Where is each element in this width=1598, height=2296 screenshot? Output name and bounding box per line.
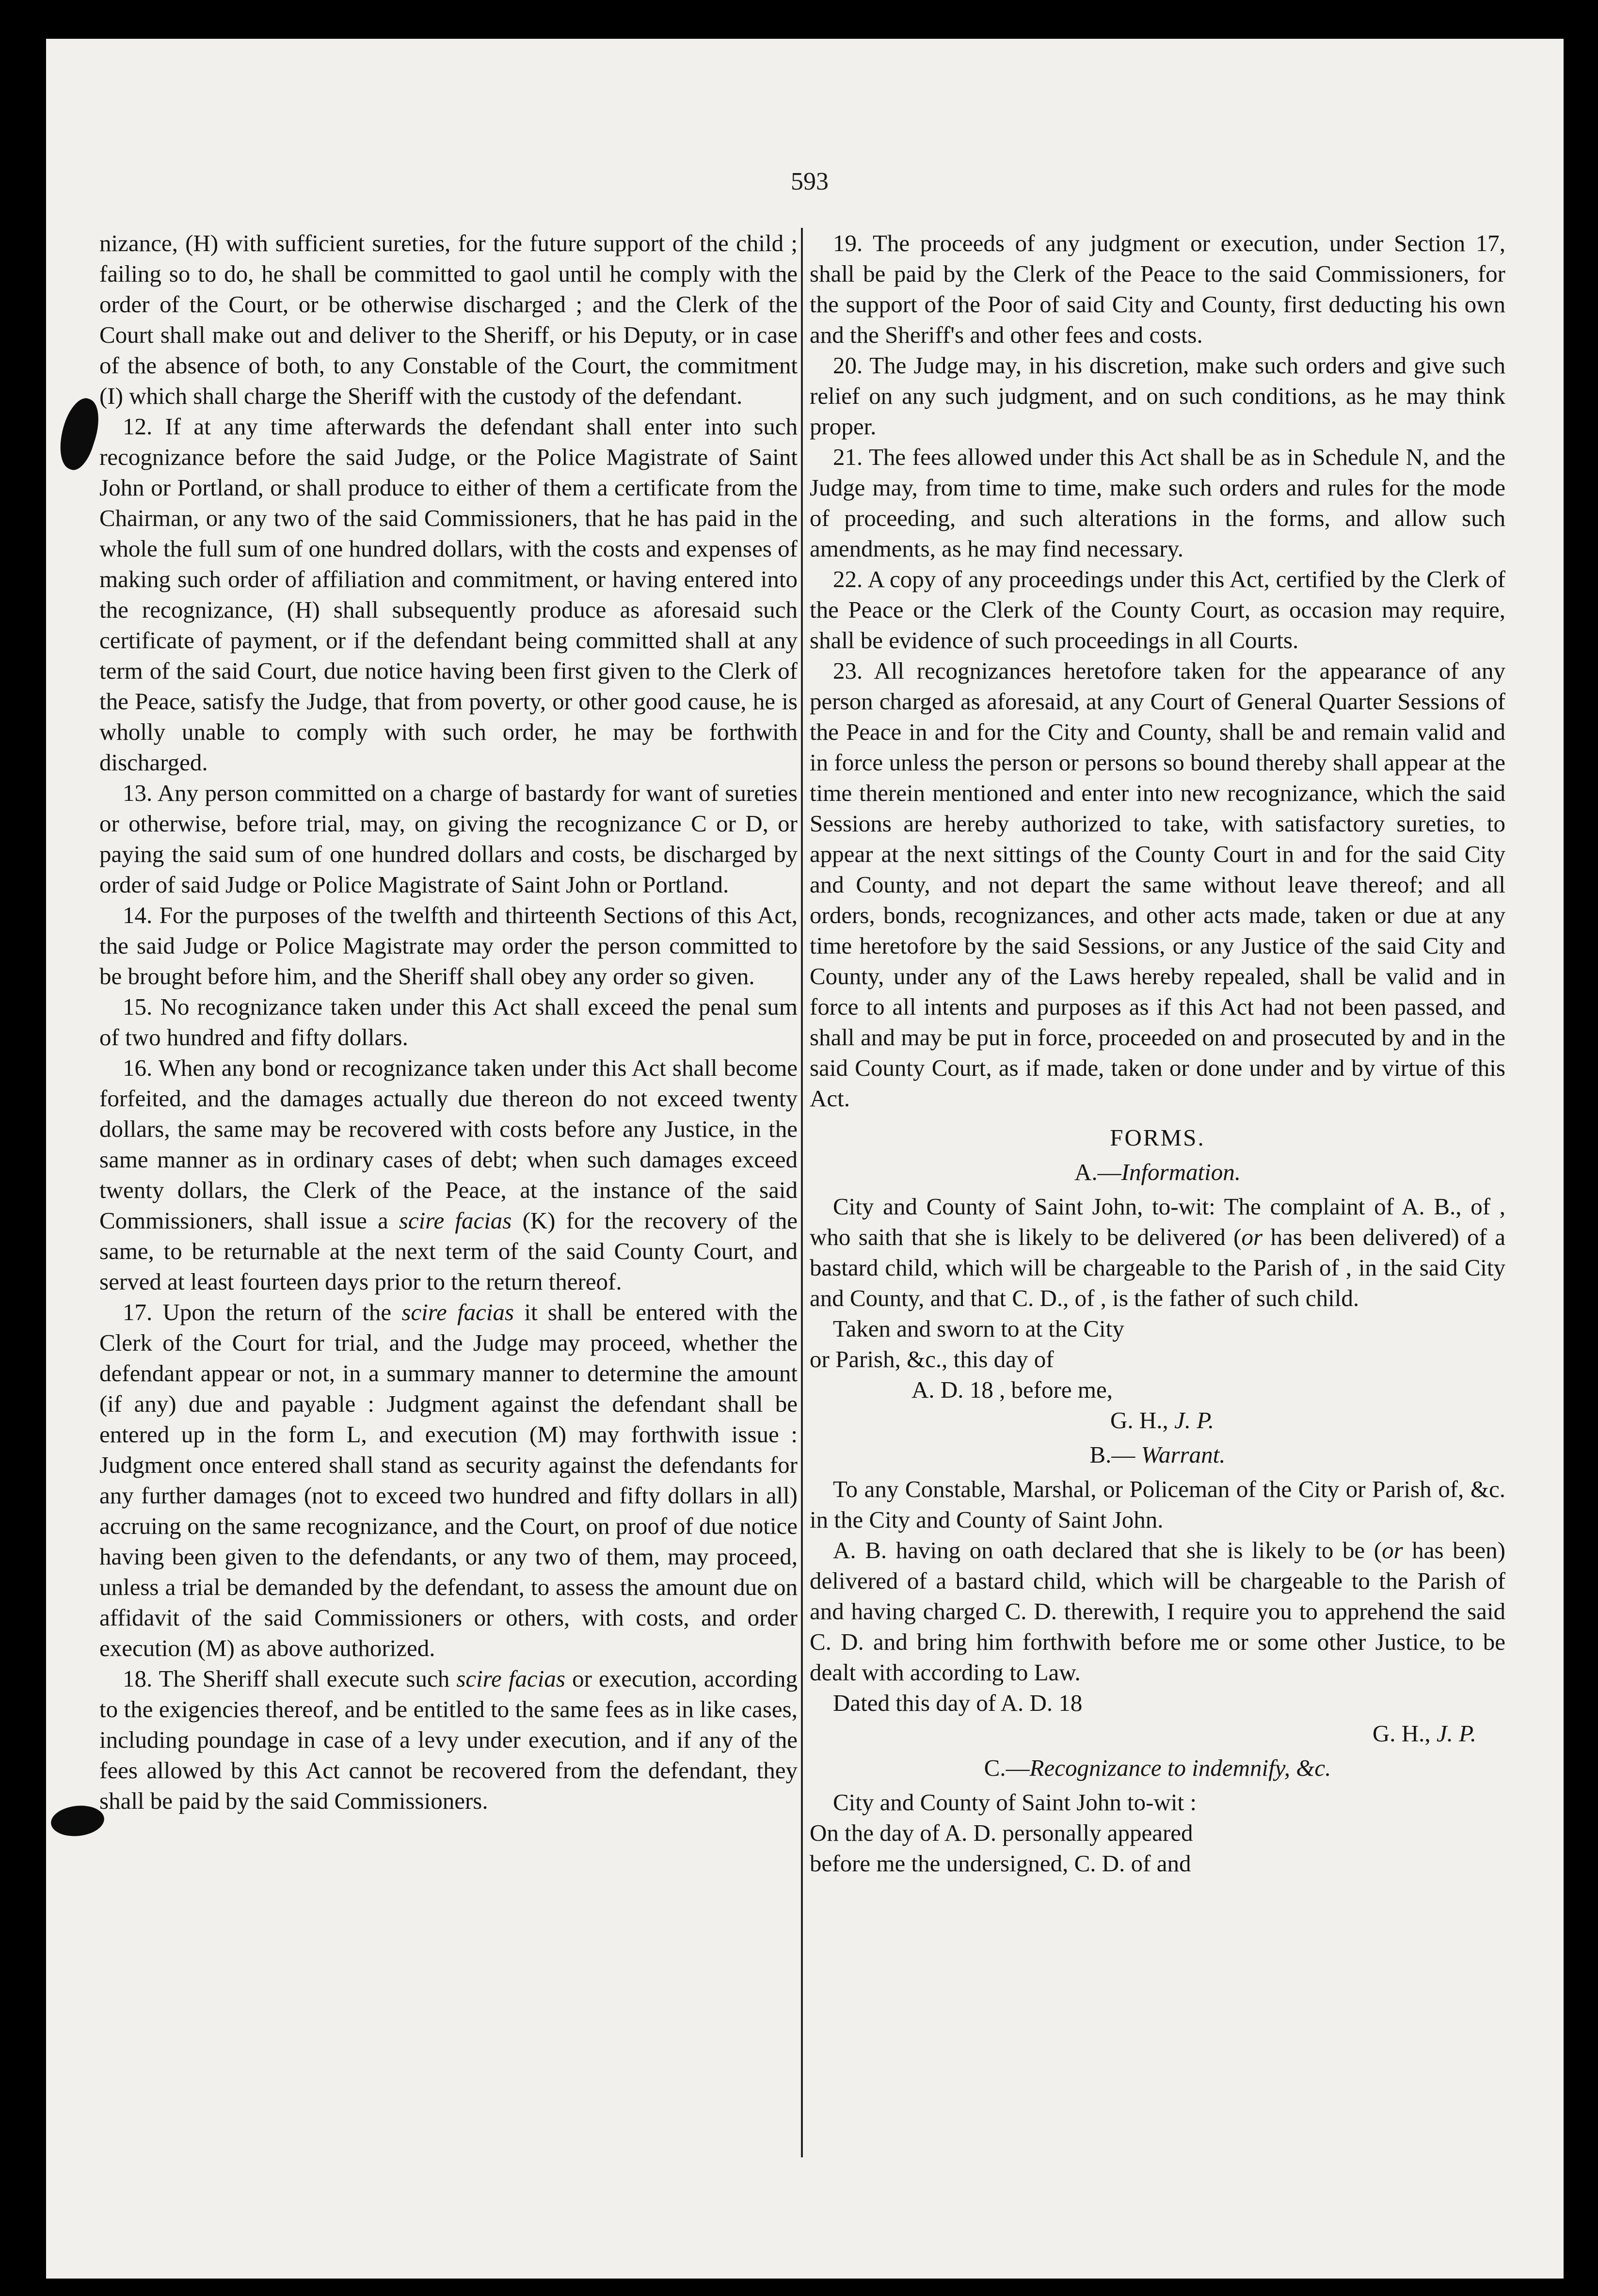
form-b-signature xyxy=(810,1718,1505,1749)
section-17-text-b: it shall be entered with the Clerk of the Court for trial, and the Judge may proceed, whether the defendant appear or not, in a summary manner to determine the amount (if any) due and payable : Judgment against the defendant shall be entered up in the form L, and execution (M) may forthwith issue : Judgment once entered shall stand as security against the defendants for any further damages (not to exceed two hundred and fifty dollars in all) accruing on the same recognizance, and the Court, on proof of due notice having been given to the defendants, or any two of them, may proceed, unless a trial be demanded by the defendant, to assess the amount due on affidavit of the said Commissioners or others, with costs, and order execution (M) as above authorized. xyxy=(99,1299,798,1661)
column-divider xyxy=(801,228,803,2157)
form-b-body xyxy=(810,1535,1505,1688)
form-c-title: Recognizance to indemnify, &c. xyxy=(1029,1754,1331,1781)
form-b-label: B.— xyxy=(1089,1441,1141,1468)
form-c-line-2: On the day of A. D. personally appeared xyxy=(810,1819,1193,1846)
form-c-line-3: before me the undersigned, C. D. of and xyxy=(810,1850,1191,1877)
form-a-jp: J. P. xyxy=(1174,1407,1214,1434)
form-b-or: or xyxy=(1382,1537,1403,1563)
section-17-text-a: 17. Upon the return of the xyxy=(123,1299,402,1325)
form-a-or: or xyxy=(1241,1224,1263,1250)
section-12: 12. If at any time afterwards the defendant shall enter into such recognizance before the said Judge, or the Police Magistrate of Saint John or Portland, or shall produce to either of them a certificate from the Chairman, or any two of the said Commissioners, that he has paid in the whole the full sum of one hundred dollars, with the costs and expenses of making such order of affiliation and commitment, or having entered into the recognizance, (H) shall subsequently produce as aforesaid such certificate of payment, or if the defendant being committed shall at any term of the said Court, due notice having been first given to the Clerk of the Peace, satisfy the Judge, that from poverty, or other good cause, he is wholly unable to comply with such order, he may be forthwith discharged. xyxy=(99,413,798,776)
form-b-body-2: has been) delivered of a bastard child, which will be chargeable to the Parish of and having charged C. D. therewith, I require you to apprehend the said C. D. and bring him forthwith before me or some other Justice, to be dealt with according to Law. xyxy=(810,1537,1505,1686)
page-number: 593 xyxy=(791,168,829,195)
form-a-sworn-3: A. D. 18 , before me, xyxy=(911,1376,1113,1403)
section-22: 22. A copy of any proceedings under this Act, certified by the Clerk of the Peace or the Clerk of the County Court, as occasion may require, shall be evidence of such proceedings in all Courts. xyxy=(810,566,1505,654)
form-a-sworn-1: Taken and sworn to at the City xyxy=(833,1315,1124,1342)
section-21: 21. The fees allowed under this Act shall be as in Schedule N, and the Judge may, from time to time, make such orders and rules for the mode of proceeding, and such alterations in the forms, and allow such amendments, as he may find necessary. xyxy=(810,444,1505,562)
form-a-label: A.— xyxy=(1074,1159,1121,1185)
section-19: 19. The proceeds of any judgment or execution, under Section 17, shall be paid by the Clerk of the Peace to the said Commissioners, for the support of the Poor of said City and County, first deducting his own and the Sheriff's and other fees and costs. xyxy=(810,230,1505,348)
form-c-label: C.— xyxy=(984,1754,1030,1781)
section-17 xyxy=(99,1297,798,1663)
section-18-italic: scire facias xyxy=(456,1665,565,1692)
section-16-text-b: (K) for the recovery of the same, to be returnable at the next term of the said County Court, and served at least fourteen days prior to the return thereof. xyxy=(99,1207,798,1295)
section-16-italic: scire facias xyxy=(399,1207,512,1234)
section-16 xyxy=(99,1052,798,1297)
form-a-body-1: City and County of Saint John, to-wit: The complaint of A. B., of , who saith that she is likely to be delivered ( xyxy=(810,1193,1505,1250)
forms-heading: FORMS. xyxy=(1110,1124,1205,1151)
form-b-body-1: A. B. having on oath declared that she is likely to be ( xyxy=(833,1537,1382,1563)
form-b-jp: J. P. xyxy=(1436,1720,1476,1747)
section-23: 23. All recognizances heretofore taken for the appearance of any person charged as aforesaid, at any Court of General Quarter Sessions of the Peace in and for the City and County, shall be and remain valid and in force unless the person or persons so bound thereby shall appear at the time therein mentioned and enter into new recognizance, which the said Sessions are hereby authorized to take, with satisfactory sureties, to appear at the next sittings of the County Court in and for the said City and County, and not depart the same without leave thereof; and all orders, bonds, recognizances, and other acts made, taken or due at any time heretofore by the said Sessions, or any Justice of the said City and County, under any of the Laws hereby repealed, shall be valid and in force to all intents and purposes as if this Act had not been passed, and shall and may be put in force, proceeded on and prosecuted by and in the said County Court, as if made, taken or done under and by virtue of this Act. xyxy=(810,657,1505,1112)
left-column xyxy=(99,228,798,1816)
section-13: 13. Any person committed on a charge of bastardy for want of sureties or otherwise, before trial, may, on giving the recognizance C or D, or paying the said sum of one hundred dollars and costs, be discharged by order of said Judge or Police Magistrate of Saint John or Portland. xyxy=(99,780,798,898)
form-b-dated: Dated this day of A. D. 18 xyxy=(833,1690,1083,1716)
right-column xyxy=(810,228,1505,1879)
form-b-sign: G. H., xyxy=(1372,1720,1431,1747)
paragraph-continuation: nizance, (H) with sufficient sureties, for the future support of the child ; failing so to do, he shall be committed to gaol until he comply with the order of the Court, or be otherwise discharged ; and the Clerk of the Court shall make out and deliver to the Sheriff, or his Deputy, or in case of the absence of both, to any Constable of the Court, the commitment (I) which shall charge the Sheriff with the custody of the defendant. xyxy=(99,230,798,409)
section-17-italic: scire facias xyxy=(401,1299,514,1325)
section-16-text-a: 16. When any bond or recognizance taken under this Act shall become forfeited, and the damages actually due thereon do not exceed twenty dollars, the same may be recovered with costs before any Justice, in the same manner as in ordinary cases of debt; when such damages exceed twenty dollars, the Clerk of the Peace, at the instance of the said Commissioners, shall issue a xyxy=(99,1054,798,1234)
form-c-heading xyxy=(810,1753,1505,1783)
section-20: 20. The Judge may, in his discretion, make such orders and give such relief on any such judgment, and on such conditions, as he may think proper. xyxy=(810,352,1505,440)
form-a-signature xyxy=(810,1405,1505,1435)
section-18 xyxy=(99,1663,798,1816)
form-a-title: Information. xyxy=(1121,1159,1241,1185)
form-b-heading xyxy=(810,1439,1505,1470)
form-a-sworn-2: or Parish, &c., this day of xyxy=(810,1346,1054,1372)
section-15: 15. No recognizance taken under this Act shall exceed the penal sum of two hundred and fifty dollars. xyxy=(99,993,798,1051)
form-c-line-1: City and County of Saint John to-wit : xyxy=(833,1789,1197,1816)
section-18-text-b: or execution, according to the exigencies thereof, and be entitled to the same fees as in like cases, including poundage in case of a levy under execution, and if any of the fees allowed by this Act cannot be recovered from the defendant, they shall be paid by the said Commissioners. xyxy=(99,1665,798,1814)
form-a-sign: G. H., xyxy=(1110,1407,1168,1434)
form-a-body xyxy=(810,1191,1505,1313)
section-14: 14. For the purposes of the twelfth and thirteenth Sections of this Act, the said Judge or Police Magistrate may order the person committed to be brought before him, and the Sheriff shall obey any order so given. xyxy=(99,902,798,989)
form-a-heading xyxy=(810,1157,1505,1187)
form-b-address: To any Constable, Marshal, or Policeman of the City or Parish of, &c. in the City and County of Saint John. xyxy=(810,1476,1505,1533)
form-a-body-2: has been delivered) of a bastard child, which will be chargeable to the Parish of , in the said City and County, and that C. D., of , is the father of such child. xyxy=(810,1224,1505,1311)
section-18-text-a: 18. The Sheriff shall execute such xyxy=(123,1665,457,1692)
form-b-title: Warrant. xyxy=(1141,1441,1226,1468)
